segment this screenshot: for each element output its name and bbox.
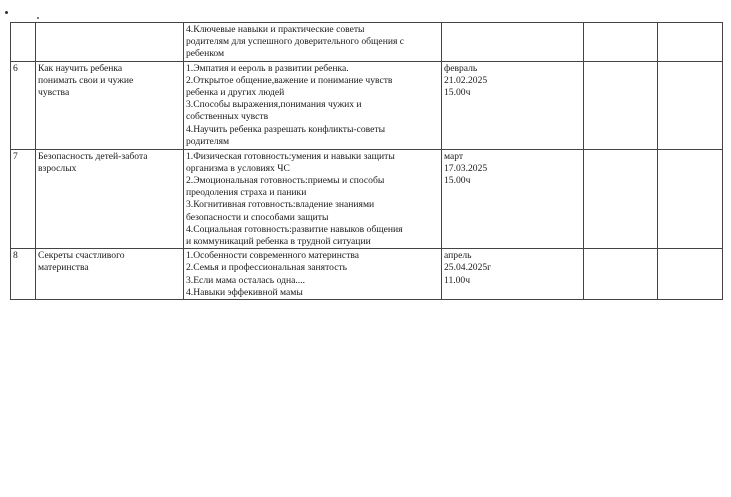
content-line: 3.Способы выражения,понимания чужих и bbox=[186, 99, 362, 111]
content-line: собственных чувств bbox=[186, 111, 269, 123]
date-cell bbox=[442, 149, 584, 249]
topic-line: Секреты счастливого bbox=[38, 250, 125, 262]
responsible-cell bbox=[584, 23, 658, 62]
content-cell bbox=[184, 23, 442, 62]
date-cell bbox=[442, 249, 584, 300]
content-cell bbox=[184, 149, 442, 249]
date-cell bbox=[442, 61, 584, 149]
responsible-cell bbox=[584, 61, 658, 149]
table-row bbox=[11, 149, 723, 249]
topic-line: понимать свои и чужие bbox=[38, 74, 134, 86]
table-row bbox=[11, 249, 723, 300]
responsible-cell bbox=[584, 149, 658, 249]
content-line: 1.Физическая готовность:умения и навыки защиты bbox=[186, 150, 395, 162]
topic-cell bbox=[36, 23, 184, 62]
note-cell bbox=[658, 149, 723, 249]
note-cell bbox=[658, 23, 723, 62]
date-line: 17.03.2025 bbox=[444, 162, 488, 174]
content-line: 4.Ключевые навыки и практические советы bbox=[186, 24, 365, 35]
content-line: 2.Эмоциональная готовность:приемы и способы bbox=[186, 175, 385, 187]
row-number-cell: 8 bbox=[11, 249, 36, 300]
date-line: 15.00ч bbox=[444, 87, 471, 99]
row-number-cell bbox=[11, 23, 36, 62]
topic-line: чувства bbox=[38, 87, 70, 99]
scan-mark bbox=[37, 17, 39, 19]
table-row bbox=[11, 61, 723, 149]
date-line: апрель bbox=[444, 250, 472, 262]
content-line: 4.Научить ребенка разрешать конфликты-советы bbox=[186, 123, 386, 135]
topic-cell bbox=[36, 249, 184, 300]
topic-line: взрослых bbox=[38, 162, 77, 174]
content-line: ребенком bbox=[186, 48, 225, 60]
table-row bbox=[11, 23, 723, 62]
content-line: ребенка и других людей bbox=[186, 87, 285, 99]
content-line: родителям bbox=[186, 135, 230, 147]
topic-line: Безопасность детей-забота bbox=[38, 150, 148, 162]
date-cell bbox=[442, 23, 584, 62]
content-line: родителям для успешного доверительного общения с bbox=[186, 36, 405, 48]
content-line: 3.Если мама осталась одна.... bbox=[186, 274, 305, 286]
topic-cell bbox=[36, 149, 184, 249]
date-line: 25.04.2025г bbox=[444, 262, 492, 274]
content-line: 2.Открытое общение,важение и понимание чувств bbox=[186, 74, 393, 86]
content-cell bbox=[184, 61, 442, 149]
content-line: 1.Особенности современного материнства bbox=[186, 250, 360, 262]
content-line: 2.Семья и профессиональная занятость bbox=[186, 262, 348, 274]
content-line: 1.Эмпатия и еероль в развитии ребенка. bbox=[186, 62, 349, 74]
date-line: 11.00ч bbox=[444, 274, 471, 286]
content-line: преодоления страха и паники bbox=[186, 187, 307, 199]
row-number-cell: 6 bbox=[11, 61, 36, 149]
content-cell bbox=[184, 249, 442, 300]
content-line: организма в условиях ЧС bbox=[186, 162, 290, 174]
content-line: безопасности и способами защиты bbox=[186, 211, 329, 223]
content-line: 4.Навыки эффекивной мамы bbox=[186, 286, 303, 298]
row-number-cell: 7 bbox=[11, 149, 36, 249]
scan-mark bbox=[5, 11, 8, 14]
date-line: февраль bbox=[444, 62, 478, 74]
content-line: 3.Когнитивная готовность:владение знаниями bbox=[186, 199, 375, 211]
topic-line: Как научить ребенка bbox=[38, 62, 123, 74]
date-line: 15.00ч bbox=[444, 175, 471, 187]
topic-cell bbox=[36, 61, 184, 149]
content-line: 4.Социальная готовность:развитие навыков общения bbox=[186, 223, 403, 235]
note-cell bbox=[658, 61, 723, 149]
note-cell bbox=[658, 249, 723, 300]
event-plan-table bbox=[10, 22, 723, 300]
content-line: и коммуникаций ребенка в трудной ситуации bbox=[186, 236, 371, 248]
topic-line: материнства bbox=[38, 262, 89, 274]
date-line: март bbox=[444, 150, 464, 162]
date-line: 21.02.2025 bbox=[444, 74, 488, 86]
responsible-cell bbox=[584, 249, 658, 300]
